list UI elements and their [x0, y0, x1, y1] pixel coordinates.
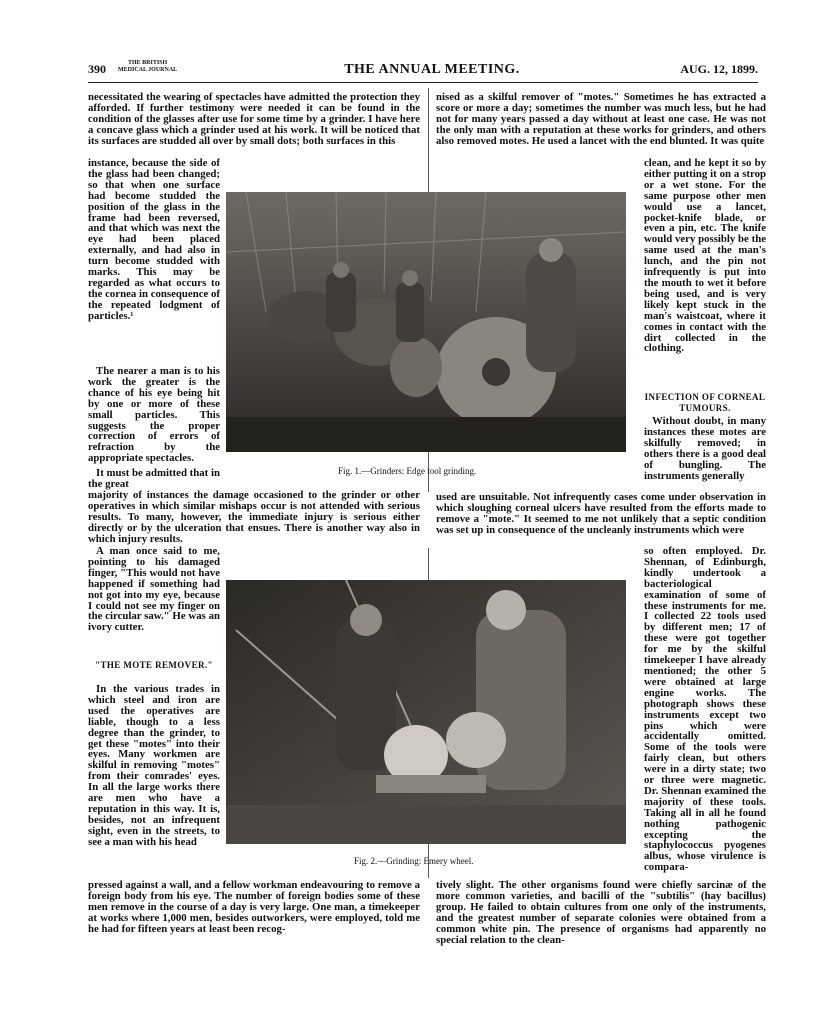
paragraph: A man once said to me, pointing to his damaged finger, "This would not have happened if something had not got into my eye, because I could not see my finger on the circular saw." He was an ivory cutter.: [88, 546, 220, 634]
publication-name: [118, 60, 177, 74]
publication-line-2: MEDICAL JOURNAL: [118, 67, 178, 73]
publication-line-1: THE BRITISH: [127, 60, 168, 66]
section-heading-mote-remover: "THE MOTE REMOVER.": [95, 660, 213, 670]
figure-2-caption: Fig. 2.—Grinding: Emery wheel.: [354, 856, 474, 866]
paragraph: pressed against a wall, and a fellow workman endeavouring to remove a foreign body from his eye. The number of foreign bodies some of these men remove in the course of a day is very large. One man, a timekeeper at works where 1,000 men, besides outworkers, were employed, told me he had for fifteen years at least been recog-: [88, 880, 420, 935]
paragraph: Without doubt, in many instances these motes are skilfully removed; in others there is a good deal of bungling. The instruments generally: [644, 416, 766, 482]
paragraph: majority of instances the damage occasioned to the grinder or other operatives in which similar mishaps occur is not attended with serious results. To many, however, the immediate injury is serious either directly or by the ulceration that ensues. There is another way also in which injury results.: [88, 490, 420, 545]
issue-date: AUG. 12, 1899.: [680, 62, 758, 76]
paragraph: clean, and he kept it so by either putting it on a strop or a wet stone. For the same purpose other men would use a lancet, pocket-knife blade, or even a pin, etc. The knife would very possibly be the same used at the man's lunch, and the pin not infrequently is put into the mouth to wet it before being used, and is very likely kept stuck in the man's waistcoat, where it comes in contact with the dirt collected in the clothing.: [644, 158, 766, 355]
paragraph: nised as a skilful remover of "motes." Sometimes he has extracted a score or more a day; sometimes the number was much less, but he had not for many years passed a day without at least one case. He was not the only man with a reputation at these works for grinders, and others also removed motes. He used a lancet with the end blunted. It was quite: [436, 92, 766, 147]
figure-2-photo-emery-wheel: [226, 580, 626, 844]
grinders-illustration: [226, 192, 626, 452]
paragraph: necessitated the wearing of spectacles have admitted the protection they afforded. If further testimony were needed it can be found in the condition of the glasses after use for some time by a grinder. I have here a concave glass which a grinder used at his work. It will be noticed that its surfaces are studded all over by small dots; both surfaces in this: [88, 92, 420, 147]
paragraph: so often employed. Dr. Shennan, of Edinburgh, kindly undertook a bacteriological examination of some of these instruments for me. I collected 22 tools used by different men; 17 of these were got together for me by the skilful timekeeper I have already mentioned; the other 5 were obtained at large engine works. The photograph shows these instruments except two pins which were accidentally omitted. Some of the tools were fairly clean, but others were in a dirty state; two or three were magnetic. Dr. Shennan examined the majority of these tools. Taking all in all he found nothing pathogenic excepting the staphylococcus pyogenes albus, whose virulence is compara-: [644, 546, 766, 874]
paragraph: instance, because the side of the glass had been changed; so that when one surface had become studded the position of the glass in the frame had been reversed, and that which was next the eye had been placed externally, and had also in turn become studded with marks. This may be regarded as what occurs to the cornea in consequence of the repeated lodgment of particles.¹: [88, 158, 220, 322]
emery-wheel-illustration: [226, 580, 626, 844]
page-number: 390: [88, 62, 106, 76]
paragraph: It must be admitted that in the great: [88, 468, 220, 490]
section-heading-infection: INFECTION OF CORNEAL TUMOURS.: [644, 392, 766, 413]
paragraph: In the various trades in which steel and iron are used the operatives are liable, though to a less degree than the grinder, to get these "motes" into their eyes. Many workmen are skilful in removing "motes" from their comrades' eyes. In all the large works there are men who have a reputation in this way. It is, besides, not an infrequent sight, even in the streets, to see a man with his head: [88, 684, 220, 848]
paragraph: The nearer a man is to his work the greater is the chance of his eye being hit by one or more of these small particles. This suggests the proper correction of errors of refraction by the appropriate spectacles.: [88, 366, 220, 465]
running-header: [88, 60, 758, 83]
running-title: THE ANNUAL MEETING.: [344, 62, 520, 77]
paragraph: used are unsuitable. Not infrequently cases come under observation in which sloughing corneal ulcers have resulted from the efforts made to remove a "mote." It seemed to me not unlikely that a septic condition was set up in consequence of the uncleanly instruments which were: [436, 492, 766, 536]
paragraph: tively slight. The other organisms found were chiefly sarcinæ of the more common varieties, and bacilli of the "subtilis" (hay bacillus) group. He failed to obtain cultures from one only of the instruments, and the greatest number of separate colonies were obtained from a common white pin. The presence of organisms had apparently no special relation to the clean-: [436, 880, 766, 946]
figure-1-photo-grinders: [226, 192, 626, 452]
figure-1-caption: Fig. 1.—Grinders: Edge tool grinding.: [338, 466, 477, 476]
